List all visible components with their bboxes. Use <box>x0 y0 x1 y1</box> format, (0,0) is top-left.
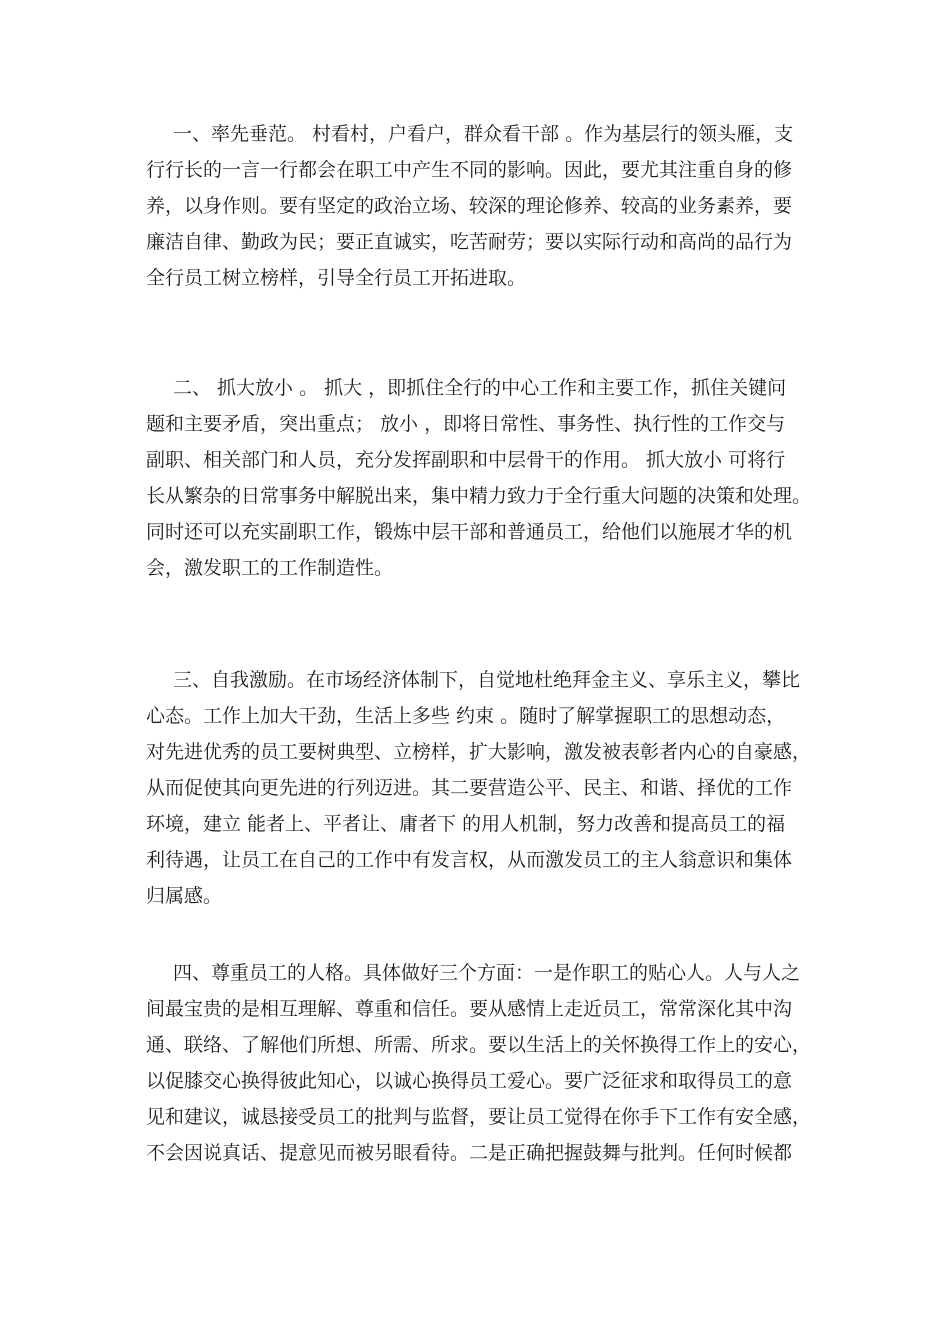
paragraph-line: 环境，建立 能者上、平者让、庸者下 的用人机制，努力改善和提高员工的福 <box>146 813 786 835</box>
paragraph-line: 归属感。 <box>146 885 223 907</box>
paragraph-line: 全行员工树立榜样，引导全行员工开拓进取。 <box>146 267 527 289</box>
paragraph-line: 养，以身作则。要有坚定的政治立场、较深的理论修养、较高的业务素养，要 <box>146 195 793 217</box>
paragraph-line: 长从繁杂的日常事务中解脱出来，集中精力致力于全行重大问题的决策和处理。 <box>146 485 812 507</box>
paragraph-1 <box>146 116 810 296</box>
paragraph-line: 一、率先垂范。 村看村，户看户，群众看干部 。作为基层行的领头雁，支 <box>173 123 794 145</box>
paragraph-line: 见和建议，诚恳接受员工的批判与监督，要让员工觉得在你手下工作有安全感， <box>146 1106 812 1128</box>
paragraph-line: 题和主要矛盾，突出重点； 放小 ，即将日常性、事务性、执行性的工作交与 <box>146 413 786 435</box>
paragraph-line: 三、自我激励。在市场经济体制下，自觉地杜绝拜金主义、享乐主义，攀比 <box>173 669 801 691</box>
paragraph-2 <box>146 370 810 586</box>
paragraph-line: 以促膝交心换得彼此知心，以诚心换得员工爱心。要广泛征求和取得员工的意 <box>146 1070 793 1092</box>
paragraph-line: 同时还可以充实副职工作，锻炼中层干部和普通员工，给他们以施展才华的机 <box>146 521 793 543</box>
paragraph-line: 不会因说真话、提意见而被另眼看待。二是正确把握鼓舞与批判。任何时候都 <box>146 1142 793 1164</box>
paragraph-line: 通、联络、了解他们所想、所需、所求。要以生活上的关怀换得工作上的安心， <box>146 1034 812 1056</box>
paragraph-line: 对先进优秀的员工要树典型、立榜样，扩大影响，激发被表彰者内心的自豪感， <box>146 741 812 763</box>
paragraph-line: 四、尊重员工的人格。具体做好三个方面：一是作职工的贴心人。人与人之 <box>173 962 801 984</box>
paragraph-line: 心态。工作上加大干劲，生活上多些 约束 。随时了解掌握职工的思想动态， <box>146 705 786 727</box>
paragraph-line: 从而促使其向更先进的行列迈进。其二要营造公平、民主、和谐、择优的工作 <box>146 777 793 799</box>
paragraph-4 <box>146 955 810 1171</box>
paragraph-line: 间最宝贵的是相互理解、尊重和信任。要从感情上走近员工，常常深化其中沟 <box>146 998 793 1020</box>
paragraph-line: 行行长的一言一行都会在职工中产生不同的影响。因此，要尤其注重自身的修 <box>146 159 793 181</box>
paragraph-line: 会，激发职工的工作制造性。 <box>146 557 394 579</box>
paragraph-line: 廉洁自律、勤政为民；要正直诚实，吃苦耐劳；要以实际行动和高尚的品行为 <box>146 231 793 253</box>
paragraph-line: 二、 抓大放小 。 抓大 ，即抓住全行的中心工作和主要工作，抓住关键问 <box>173 377 787 399</box>
paragraph-line: 副职、相关部门和人员，充分发挥副职和中层骨干的作用。 抓大放小 可将行 <box>146 449 786 471</box>
paragraph-3 <box>146 662 810 914</box>
paragraph-line: 利待遇，让员工在自己的工作中有发言权，从而激发员工的主人翁意识和集体 <box>146 849 793 871</box>
